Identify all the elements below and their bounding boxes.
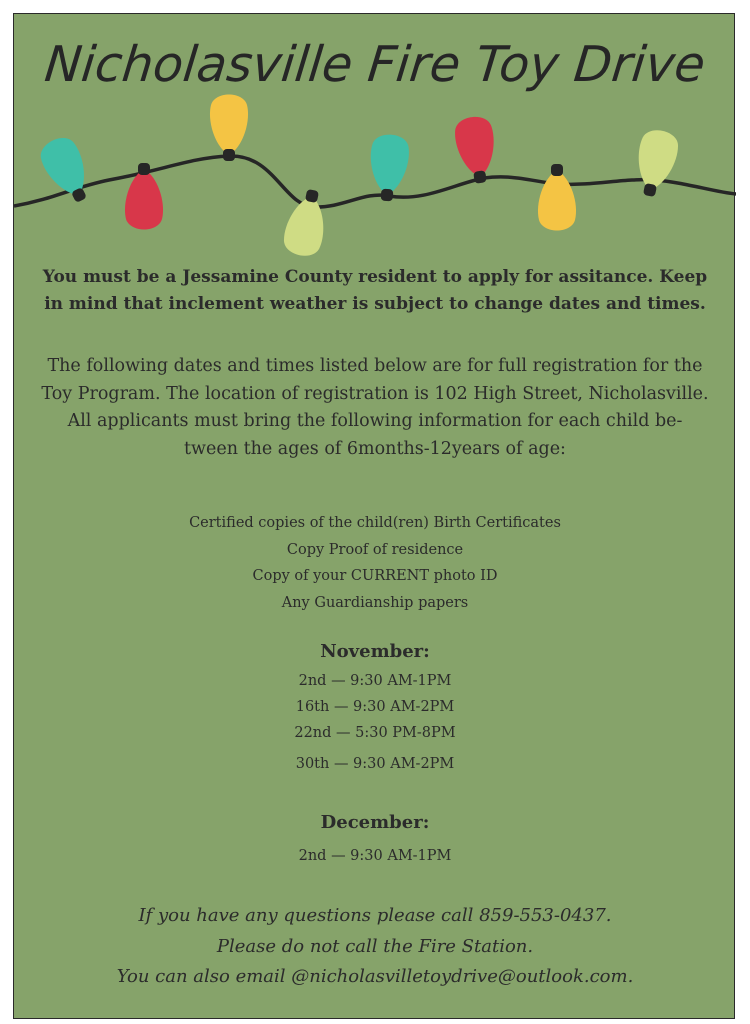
date-item: 2nd — 9:30 AM-1PM xyxy=(298,673,452,689)
intro-line: All applicants must bring the following information for each child be- xyxy=(67,411,683,431)
bulb-red-2 xyxy=(453,114,500,185)
december-dates xyxy=(14,843,736,869)
intro-line: The following dates and times listed below are for full registration for the xyxy=(47,356,703,376)
bulb-yellow-1 xyxy=(210,95,248,162)
flyer-title: Nicholasville Fire Toy Drive xyxy=(42,36,708,93)
contact-line-fire-station: Please do not call the Fire Station. xyxy=(216,935,534,957)
december-heading: December: xyxy=(320,812,430,833)
requirements-list xyxy=(14,510,736,616)
contact-info xyxy=(14,901,736,993)
requirement-item: Copy Proof of residence xyxy=(286,541,464,558)
requirement-item: Copy of your CURRENT photo ID xyxy=(252,568,498,584)
bulb-lime-1 xyxy=(281,186,332,259)
bulb-yellow-2 xyxy=(538,164,576,231)
requirement-item: Any Guardianship papers xyxy=(281,594,469,611)
notice-line: in mind that inclement weather is subject to change dates and times. xyxy=(44,294,706,314)
date-item: 16th — 9:30 AM-2PM xyxy=(295,699,455,715)
requirement-item: Certified copies of the child(ren) Birth Certificates xyxy=(189,515,561,531)
november-heading: November: xyxy=(320,641,430,662)
date-item: 30th — 9:30 AM-2PM xyxy=(295,756,455,772)
contact-line-email: You can also email @nicholasvilletoydrive@outlook.com. xyxy=(116,966,634,987)
string-lights-illustration xyxy=(14,94,736,274)
bulb-red-1 xyxy=(125,163,163,230)
intro-line: tween the ages of 6months-12years of age: xyxy=(184,438,566,459)
intro-line: Toy Program. The location of registration is 102 High Street, Nicholasville. xyxy=(41,383,709,404)
bulb-lime-2 xyxy=(630,127,681,200)
date-item: 22nd — 5:30 PM-8PM xyxy=(294,725,456,741)
date-item: 2nd — 9:30 AM-1PM xyxy=(298,848,452,864)
residency-notice xyxy=(34,264,716,318)
flyer xyxy=(13,13,735,1019)
registration-intro xyxy=(26,353,724,463)
contact-line-phone: If you have any questions please call 859-553-0437. xyxy=(138,905,612,926)
november-dates xyxy=(14,668,736,777)
bulb-teal-2 xyxy=(368,133,411,202)
notice-line: You must be a Jessamine County resident to apply for assitance. Keep xyxy=(42,267,708,287)
